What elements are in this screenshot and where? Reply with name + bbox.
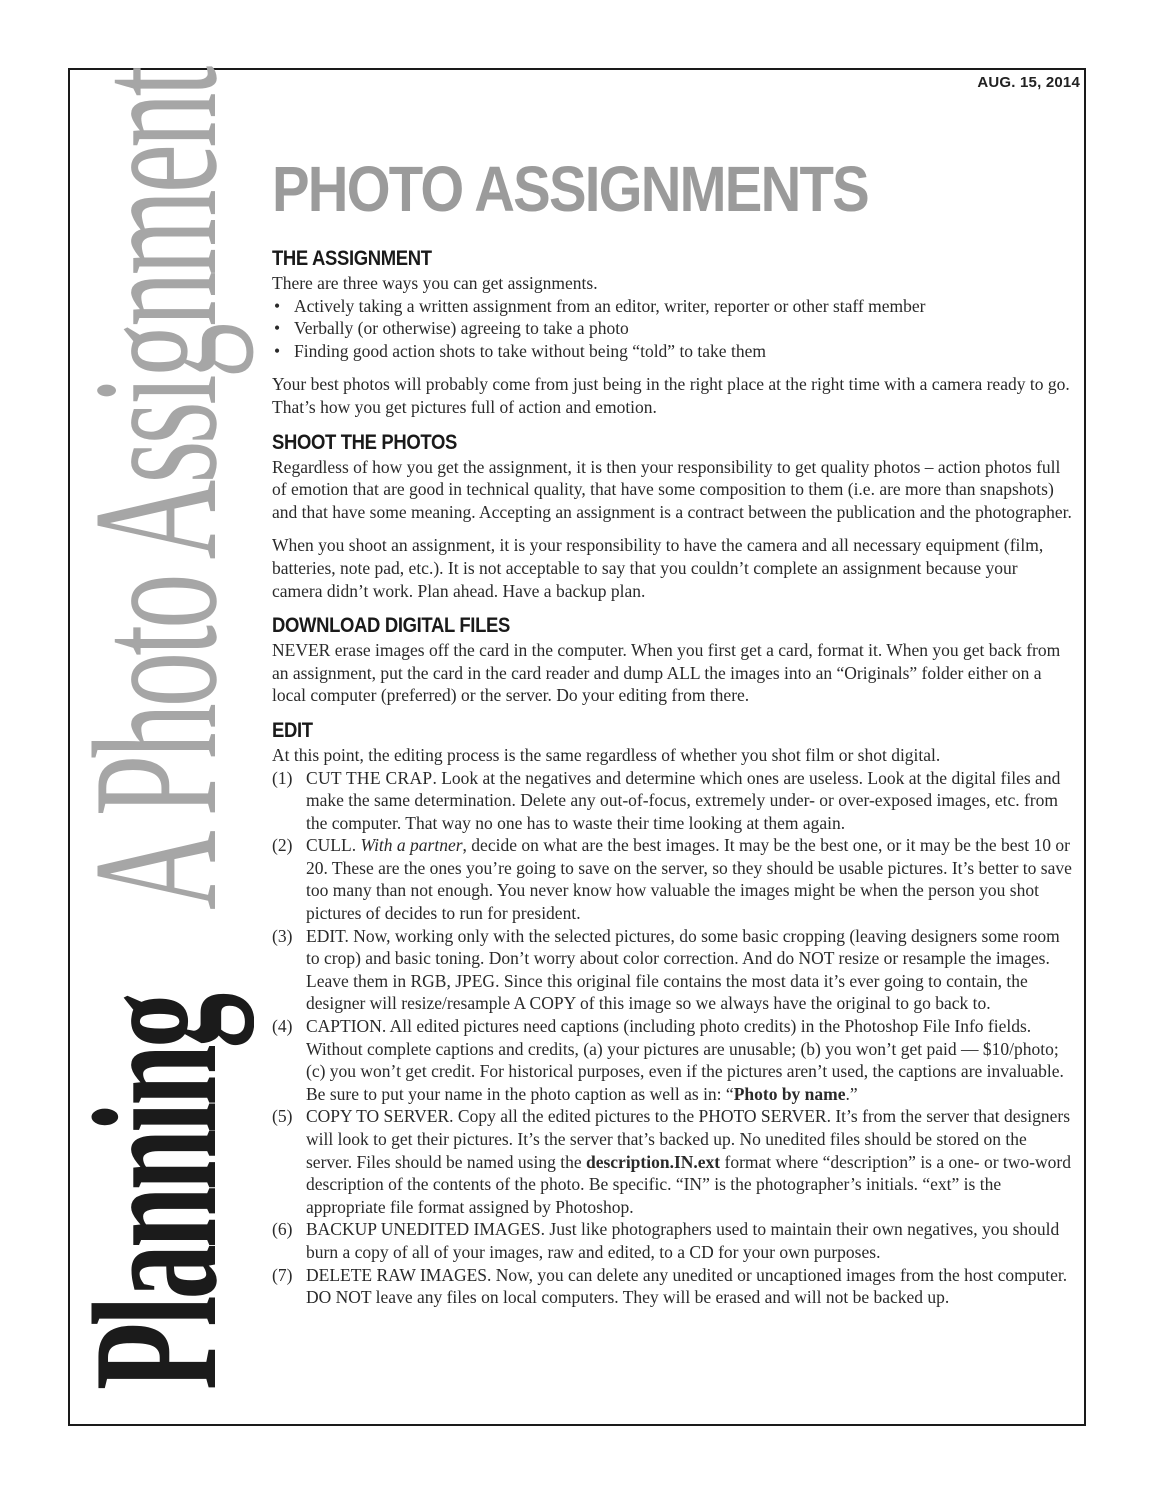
list-item [272, 834, 1072, 924]
section-shoot [272, 430, 1072, 603]
issue-date: AUG. 15, 2014 [977, 74, 1080, 91]
step-lead: CUT THE CRAP [306, 767, 433, 788]
list-item [272, 1015, 1072, 1105]
download-paragraph: NEVER erase images off the card in the computer. When you first get a card, format it. When you get back from an assignment, put the card in the card reader and dump ALL the images into an “Originals” folder either on a local computer (preferred) or the server. Do your editing from there. [272, 640, 1061, 706]
section-download [272, 613, 1072, 707]
list-item [272, 925, 1072, 1015]
list-item [272, 1105, 1072, 1218]
step-lead: CULL. [306, 835, 361, 856]
step-lead: EDIT. [306, 925, 354, 946]
side-title [56, 69, 254, 1390]
step-bold: Photo by name [733, 1083, 846, 1104]
list-item: • Finding good action shots to take without being “told” to take them [272, 340, 1072, 363]
assignment-intro: There are three ways you can get assignments. [272, 273, 598, 293]
section-assignment [272, 246, 1072, 419]
step-lead: CAPTION. [306, 1016, 390, 1037]
step-number: (6) [272, 1219, 293, 1240]
step-number: (5) [272, 1106, 293, 1127]
step-bold: description.IN.ext [585, 1151, 721, 1172]
assignment-closing: Your best photos will probably come from just being in the right place at the right time with a camera ready to go. That’s how you get pictures full of action and emotion. [272, 374, 1070, 417]
section-edit [272, 718, 1072, 1309]
edit-steps [272, 767, 1072, 1309]
step-number: (7) [272, 1264, 293, 1285]
list-item [272, 767, 1072, 835]
edit-intro: At this point, the editing process is the same regardless of whether you shot film or shot digital. [272, 744, 941, 765]
step-text: Copy all the edited pictures to the PHOTO SERVER. It’s from the server that designers will look to get their pictures. It’s the server that’s backed up. No unedited files should be stored on the server. Files should be named using the [306, 1106, 1071, 1172]
step-text: Now, you can delete any unedited or uncaptioned images from the host computer. DO NOT leave any files on local computers. They will be erased and will not be backed up. [306, 1264, 1068, 1308]
step-number: (2) [272, 835, 293, 856]
assignment-bullets [272, 295, 1072, 363]
step-number: (3) [272, 925, 293, 946]
step-number: (4) [272, 1016, 293, 1037]
shoot-paragraph-1: Regardless of how you get the assignment, it is then your responsibility to get quality photos – action photos full of emotion that are good in technical quality, that have some composition to them (i.e. are more than snapshots) and that have some meaning. Accepting an assignment is a contract between the publication and the photographer. [272, 456, 1072, 522]
step-tail: .” [845, 1083, 858, 1104]
section-heading: SHOOT THE PHOTOS [272, 430, 458, 454]
step-text: . Look at the negatives and determine which ones are useless. Look at the digital files and make the same determination. Delete any out-of-focus, extremely under- or over-exposed images, etc. from the computer. That way no one has to waste their time looking at them again. [306, 767, 1061, 833]
main-content [272, 150, 1072, 1320]
step-number: (1) [272, 767, 293, 788]
step-emphasis: With a partner [360, 835, 463, 856]
side-title-light: A Photo Assignment [56, 69, 254, 911]
step-text: Just like photographers used to maintain their own negatives, you should burn a copy of all of your images, raw and edited, to a CD for your own purposes. [306, 1219, 1060, 1262]
step-lead: COPY TO SERVER. [306, 1106, 458, 1127]
shoot-paragraph-2: When you shoot an assignment, it is your responsibility to have the camera and all necessary equipment (film, batteries, note pad, etc.). It is not acceptable to say that you couldn’t complete an assignment because your camera didn’t work. Plan ahead. Have a backup plan. [272, 535, 1044, 601]
list-item: • Actively taking a written assignment from an editor, writer, reporter or other staff member [272, 295, 1072, 318]
step-lead: DELETE RAW IMAGES. [306, 1264, 496, 1285]
step-tail: format where “description” is a one- or two-word description of the contents of the photo. Be specific. “IN” is the photographer’s initials. “ext” is the appropriate file format assigned by Photoshop. [306, 1151, 1071, 1217]
step-text: Now, working only with the selected pictures, do some basic cropping (leaving designers some room to crop) and basic toning. Don’t worry about color correction. And do NOT resize or resample the images. Leave them in RGB, JPEG. Since this original file contains the most data it’s ever going to contain, the designer will resize/resample A COPY of this image so we always have the original to go back to. [306, 925, 1060, 1014]
list-item [272, 1264, 1072, 1309]
section-heading: THE ASSIGNMENT [272, 247, 432, 270]
section-heading: EDIT [272, 718, 313, 742]
step-text: All edited pictures need captions (including photo credits) in the Photoshop File Info fields. Without complete captions and credits, (a) your pictures are unusable; (b) you won’t get paid — $10/photo; (c) you won’t get credit. For historical purposes, even if the pictures aren’t used, the captions are invaluable. Be sure to put your name in the photo caption as well as in: “ [306, 1016, 1064, 1104]
section-heading: DOWNLOAD DIGITAL FILES [272, 614, 510, 638]
list-item [272, 1218, 1072, 1263]
step-lead: BACKUP UNEDITED IMAGES. [306, 1219, 550, 1240]
side-title-bold: Planning [56, 996, 254, 1390]
step-text: , decide on what are the best images. It may be the best one, or it may be the best 10 or 20. These are the ones you’re going to save on the server, so they should be usable pictures. It’s better to save too many than not enough. You never know how valuable the images might be when the person you shot pictures of decides to run for president. [306, 835, 1072, 924]
page-title: PHOTO ASSIGNMENTS [272, 153, 868, 225]
list-item: • Verbally (or otherwise) agreeing to take a photo [272, 317, 1072, 340]
